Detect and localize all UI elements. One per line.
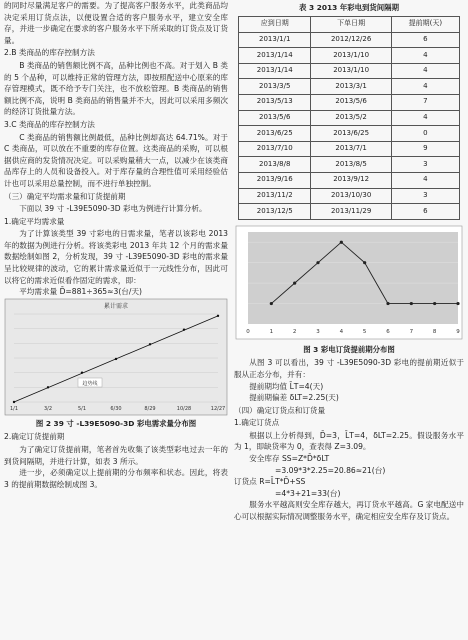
fig2-chart <box>4 298 228 416</box>
table-row <box>239 79 460 95</box>
x-tick-label: 3/2 <box>43 405 53 412</box>
data-point <box>340 240 343 243</box>
section-heading: 1.确定平均需求量 <box>4 216 65 226</box>
formula: 提前期偏差 δLT=2.25(天) <box>249 393 339 403</box>
x-tick-label: 10/28 <box>176 405 192 412</box>
formula: =3.09*3*2.25=20.86≈21(台) <box>275 465 386 475</box>
x-tick-label: 6/30 <box>110 405 122 412</box>
formula: 订货点 R=L̄T*D̄+SS <box>234 477 306 487</box>
table3-caption: 表 3 2013 年彩电到货间隔期 <box>299 3 399 12</box>
table-row <box>239 172 460 188</box>
data-point <box>270 302 273 305</box>
x-tick-label: 4 <box>339 328 344 335</box>
table-row <box>239 94 460 110</box>
table-cell: 2013/11/29 <box>311 204 391 220</box>
table-cell: 2013/1/10 <box>311 48 391 64</box>
x-tick-label: 1/1 <box>9 405 19 412</box>
table-header: 下单日期 <box>311 16 391 32</box>
table-cell: 2013/5/6 <box>239 110 311 126</box>
data-point <box>410 302 413 305</box>
table-cell: 6 <box>391 32 459 48</box>
paragraph: 从图 3 可以看出，39 寸 -L39E5090-3D 彩电的提前期近似于服从正态分布，并有： <box>234 358 464 379</box>
table-cell: 2013/6/25 <box>239 126 311 142</box>
table-cell: 6 <box>391 204 459 220</box>
table-row <box>239 126 460 142</box>
x-tick-label: 9 <box>456 328 460 335</box>
x-tick-label: 1 <box>269 328 274 335</box>
data-point <box>386 302 389 305</box>
paragraph: 为了计算该类型 39 寸彩电的日需求量，笔者以该彩电 2013 年的数据为例进行分析。将该类彩电 2013 年共 12 个月的需求量数据绘制如图 2，分析发现，39 寸 -L39E5090-3D 彩电的需求量呈比较规律的波动，它的累计需求量近似于一元线性分布，因此可以将它的需求近似看作固定的需求，即： <box>4 229 228 285</box>
fig2-legend: 趋势线 <box>82 380 98 387</box>
table-row <box>239 157 460 173</box>
table-cell: 4 <box>391 79 459 95</box>
fig3-caption: 图 3 彩电订货提前期分布图 <box>303 344 395 354</box>
table-cell: 4 <box>391 172 459 188</box>
table-cell: 2013/6/25 <box>311 126 391 142</box>
paragraph: 的同时尽量满足客户的需要。为了提高客户服务水平，此类商品均决定采用订货点法，以便设置合适的客户服务水平，建立安全库存，并进一步确定在要求的客户服务水平下所采取的订货点及订货量。 <box>4 1 228 45</box>
formula: =4*3+21=33(台) <box>275 488 341 498</box>
table-cell: 3 <box>391 157 459 173</box>
data-point <box>293 281 296 284</box>
table-cell: 2013/9/16 <box>239 172 311 188</box>
formula: 安全库存 SS=Z*D̄*δLT <box>249 454 330 464</box>
section-heading: 2.B 类商品的库存控制方法 <box>4 48 95 58</box>
table-cell: 2013/8/5 <box>311 157 391 173</box>
table-cell: 7 <box>391 94 459 110</box>
table-cell: 2013/1/14 <box>239 48 311 64</box>
table-cell: 2013/7/1 <box>311 141 391 157</box>
table-cell: 2013/3/5 <box>239 79 311 95</box>
fig2-title: 累计需求 <box>103 302 129 310</box>
x-tick-label: 0 <box>246 328 250 335</box>
x-tick-label: 12/27 <box>210 405 226 412</box>
paragraph: 为了确定订货提前期，笔者首先收集了该类型彩电过去一年的到货间隔期，并进行计算，如表 3 所示。 <box>4 445 228 466</box>
table-cell: 3 <box>391 188 459 204</box>
data-point <box>316 261 319 264</box>
x-tick-label: 8/29 <box>144 405 156 412</box>
table-cell: 2013/1/1 <box>239 32 311 48</box>
table-row <box>239 48 460 64</box>
data-point <box>433 302 436 305</box>
x-tick-label: 2 <box>292 328 297 335</box>
table-cell: 2013/7/10 <box>239 141 311 157</box>
section-heading: （三）确定平均需求量和订货提前期 <box>4 191 126 201</box>
table-cell: 2013/1/14 <box>239 63 311 79</box>
x-tick-label: 5 <box>362 328 367 335</box>
table-cell: 2013/9/12 <box>311 172 391 188</box>
table-cell: 0 <box>391 126 459 142</box>
x-tick-label: 6 <box>386 328 390 335</box>
x-tick-label: 7 <box>409 328 414 335</box>
paragraph: B 类商品的销售额比例不高，品种比例也不高。对于划入 B 类的 5 个品种，可以维持正常的管理方法，即按照配送中心原来的库存管理模式，既不给予专门关注，也不放松管理。B 类商品的销售额比例不高，说明 B 类商品的销售量并不大，因此可以采用多频次的经济订货批量方法。 <box>4 60 228 117</box>
table-cell: 2013/10/30 <box>311 188 391 204</box>
formula: 平均需求量 D̄=881÷365≈3(台/天) <box>19 287 142 297</box>
table-row <box>239 32 460 48</box>
table-row <box>239 141 460 157</box>
section-heading: 3.C 类商品的库存控制方法 <box>4 119 95 129</box>
table-cell: 2013/5/13 <box>239 94 311 110</box>
table-cell: 2013/11/2 <box>239 188 311 204</box>
table3 <box>238 16 460 220</box>
right-column <box>234 0 464 523</box>
table-row <box>239 188 460 204</box>
paragraph: 进一步，必须确定以上提前期的分布频率和状态。因此，将表 3 的提前期数据绘制成图 3。 <box>4 468 228 489</box>
table-cell: 9 <box>391 141 459 157</box>
formula: 提前期均值 L̄T=4(天) <box>249 381 324 391</box>
fig2-caption: 图 2 39 寸 -L39E5090-3D 彩电需求量分布图 <box>35 418 197 428</box>
table-cell: 2013/3/1 <box>311 79 391 95</box>
section-heading: （四）确定订货点和订货量 <box>234 405 326 415</box>
table-cell: 2013/1/10 <box>311 63 391 79</box>
paragraph: 下面以 39 寸 -L39E5090-3D 彩电为例进行计算分析。 <box>19 204 207 214</box>
table-row <box>239 63 460 79</box>
paragraph: C 类商品的销售额比例最低，品种比例却高达 64.71%。对于 C 类商品，可以放在不重要的库存位置。这类商品的采购，可以根据供应商的发货情况决定。可以采购量稍大一点，以减少在该类商品库存上的人员和设备投入。对于库存量的合理性值可采用经验估计也可以采用总量控制，而不进行单独控制。 <box>4 132 228 188</box>
paragraph: 服务水平越高则安全库存越大，再订货水平越高。G 家电配送中心可以根据实际情况调整服务水平，确定相应安全库存及订货点。 <box>234 500 464 522</box>
table-cell: 4 <box>391 63 459 79</box>
table-cell: 4 <box>391 110 459 126</box>
table-cell: 2013/5/6 <box>311 94 391 110</box>
section-heading: 1.确定订货点 <box>234 418 280 428</box>
table-row <box>239 110 460 126</box>
table-cell: 2013/5/2 <box>311 110 391 126</box>
table-cell: 2013/12/5 <box>239 204 311 220</box>
data-point <box>456 302 459 305</box>
section-heading: 2.确定订货提前期 <box>4 432 65 442</box>
table-cell: 4 <box>391 48 459 64</box>
left-column <box>4 0 228 490</box>
paragraph: 根据以上分析得到，D̄=3，L̄T=4，δLT=2.25。假设服务水平为 1，即缺货率为 0，查表得 Z=3.09。 <box>234 430 464 452</box>
x-tick-label: 3 <box>316 328 320 335</box>
fig3-chart <box>234 224 464 342</box>
table-row <box>239 204 460 220</box>
x-tick-label: 5/1 <box>77 405 87 412</box>
table-cell: 2013/8/8 <box>239 157 311 173</box>
x-tick-label: 8 <box>432 328 437 335</box>
table-header: 应到日期 <box>239 16 311 32</box>
table-cell: 2012/12/26 <box>311 32 391 48</box>
data-point <box>363 261 366 264</box>
table-header: 提前期(天) <box>391 16 459 32</box>
